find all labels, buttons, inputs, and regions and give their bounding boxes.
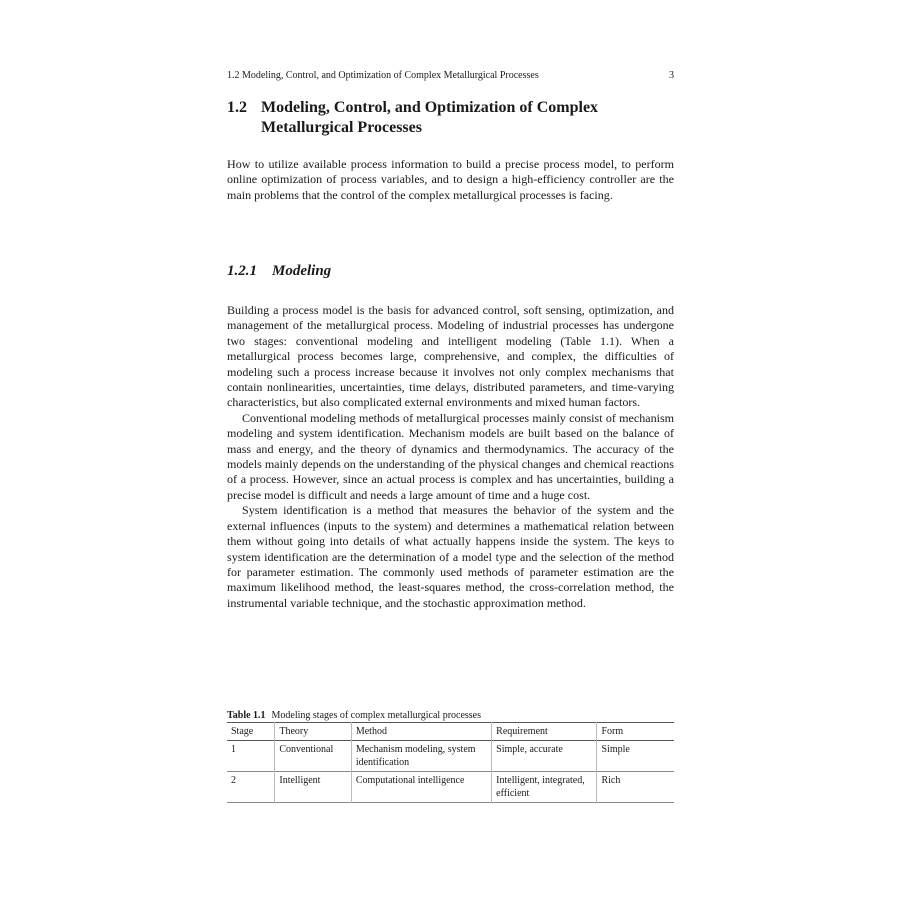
cell-stage: 2 [231,775,236,786]
table-label: Table 1.1 [227,710,266,721]
paragraph: System identification is a method that measures the behavior of the system and the external influences (inputs to the system) and determines a mathematical relation between them without going into details of what actually happens inside the system. The keys to system identification are the determination of a model type and the selection of the method for parameter estimation. The commonly used methods of parameter estimation are the maximum likelihood method, the least-squares method, the cross-correlation method, the instrumental variable technique, and the stochastic approximation method. [227,503,674,610]
table-caption [227,709,674,722]
cell-requirement: Simple, accurate [492,741,597,772]
cell-theory: Intelligent [275,772,351,803]
subsection-number: 1.2.1 [227,263,257,279]
cell-stage: 1 [231,744,236,755]
running-head-title: 1.2 Modeling, Control, and Optimization of Complex Metallurgical Processes [227,70,539,81]
header-method: Method [351,723,491,741]
cell-form: Rich [597,772,674,803]
table-header-row [227,723,674,741]
header-theory: Theory [275,723,351,741]
header-requirement: Requirement [492,723,597,741]
table-block [227,709,674,803]
cell-method: Computational intelligence [351,772,491,803]
modeling-stages-table [227,722,674,803]
table-row [227,772,674,803]
cell-form: Simple [597,741,674,772]
cell-method: Mechanism modeling, system identification [351,741,491,772]
subsection-body [227,303,674,611]
subsection-title: Modeling [272,263,332,279]
page-number: 3 [669,70,674,81]
section-title: Modeling, Control, and Optimization of Complex Metallurgical Processes [261,99,599,136]
section-intro: How to utilize available process information to build a precise process model, to perform online optimization of process variables, and to design a high-efficiency controller are the main problems that the control of the complex metallurgical processes is facing. [227,157,674,202]
paragraph: Building a process model is the basis for advanced control, soft sensing, optimization, and management of the metallurgical process. Modeling of industrial processes has undergone two stages: conventional modeling and intelligent modeling (Table 1.1). When a metallurgical process becomes large, comprehensive, and complex, the difficulties of modeling such a process increase because it involves not only complex mechanisms that contain nonlinearities, uncertainties, time delays, distributed parameters, and time-varying characteristics, but also complicated external environments and mixed human factors. [227,303,674,410]
table-row [227,741,674,772]
table-caption-text: Modeling stages of complex metallurgical processes [271,710,482,721]
paragraph: Conventional modeling methods of metallurgical processes mainly consist of mechanism modeling and system identification. Mechanism models are built based on the balance of mass and energy, and the theory of dynamics and thermodynamics. The accuracy of the models mainly depends on the understanding of the physical changes and chemical reactions of a process. However, since an actual process is complex and has uncertainties, building a precise model is difficult and needs a large amount of time and a huge cost. [227,410,674,502]
cell-theory: Conventional [275,741,351,772]
header-stage: Stage [231,726,254,737]
section-number: 1.2 [227,99,247,116]
cell-requirement: Intelligent, integrated, efficient [492,772,597,803]
header-form: Form [597,723,674,741]
